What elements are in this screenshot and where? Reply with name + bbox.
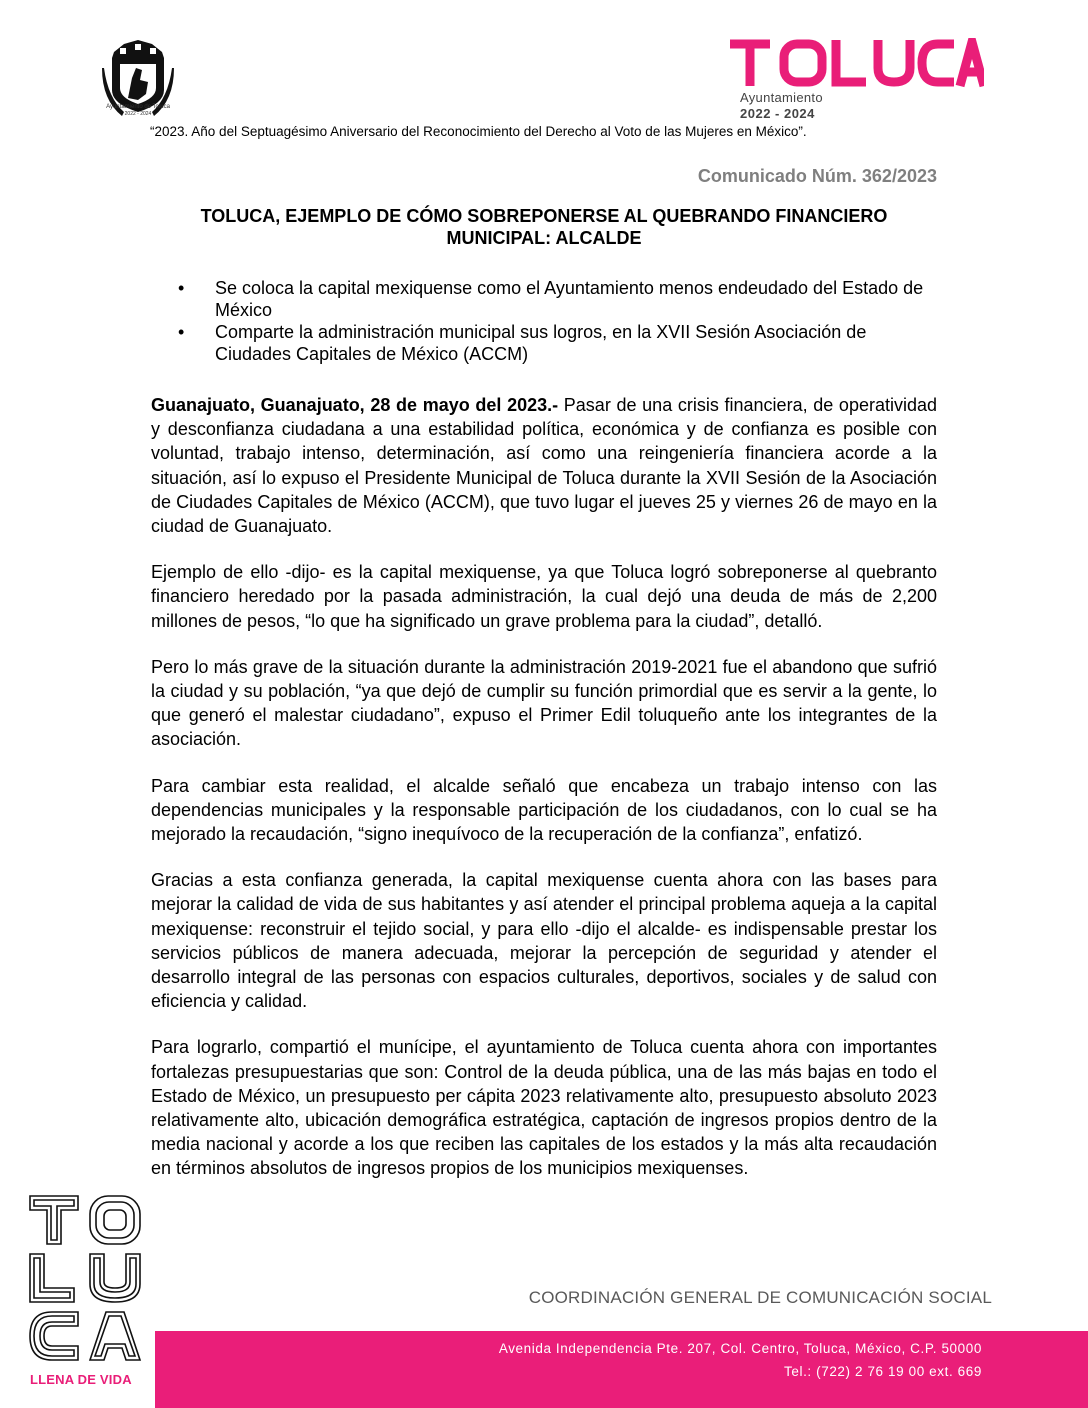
headline xyxy=(150,205,938,249)
dateline: Guanajuato, Guanajuato, 28 de mayo del 2023.- xyxy=(151,395,559,415)
paragraph: Pero lo más grave de la situación durante la administración 2019-2021 fue el abandono que sufrió la ciudad y su población, “ya que dejó de cumplir su función primordial que es servir a la gente, lo que generó el malestar ciudadano”, expuso el Primer Edil toluqueño ante los integrantes de la asociación. xyxy=(151,656,937,750)
official-slogan: “2023. Año del Septuagésimo Aniversario del Reconocimiento del Derecho al Voto de las Mujeres en México”. xyxy=(150,124,807,139)
bullet-icon: • xyxy=(178,278,185,298)
bullet-text: Se coloca la capital mexiquense como el Ayuntamiento menos endeudado del Estado de México xyxy=(215,278,924,320)
headline-line: TOLUCA, EJEMPLO DE CÓMO SOBREPONERSE AL QUEBRANDO FINANCIERO xyxy=(200,206,888,226)
bullet-text: Comparte la administración municipal sus logros, en la XVII Sesión Asociación de Ciudades Capitales de México (ACCM) xyxy=(215,322,867,364)
paragraph: Gracias a esta confianza generada, la capital mexiquense cuenta ahora con las bases para mejorar la calidad de vida de sus habitantes y así atender el principal problema aqueja a la capital mexiquense: reconstruir el tejido social, y para ello -dijo el alcalde- es indispensable prestar los servicios públicos de manera adecuada, mejorar la percepción de seguridad y atender el desarrollo integral de las personas con espacios culturales, deportivos, sociales y de salud con eficiencia y calidad. xyxy=(151,870,937,1012)
logo-ayuntamiento-label: Ayuntamiento xyxy=(740,90,823,105)
paragraph: Para cambiar esta realidad, el alcalde señaló que encabeza un trabajo intenso con las dependencias municipales y la responsable participación de los ciudadanos, con lo cual se ha mejorado la recaudación, “signo inequívoco de la recuperación de la confianza”, enfatizó. xyxy=(151,775,937,845)
comunicado-number: Comunicado Núm. 362/2023 xyxy=(697,166,937,186)
toluca-side-logo xyxy=(28,1192,144,1362)
bullet-icon: • xyxy=(178,322,185,342)
footer-address: Avenida Independencia Pte. 207, Col. Centro, Toluca, México, C.P. 50000 xyxy=(498,1341,982,1356)
seal-caption-years: 2022 - 2024 xyxy=(124,111,152,117)
paragraph-text: Pasar de una crisis financiera, de operatividad y desconfianza ciudadana a una estabilidad política, económica y de confianza es posible con voluntad, trabajo intenso, determinación, así como una reingeniería financiera acorde a la situación, así lo expuso el Presidente Municipal de Toluca durante la XVII Sesión de la Asociación de Ciudades Capitales de México (ACCM), que tuvo lugar el jueves 25 y viernes 26 de mayo en la ciudad de Guanajuato. xyxy=(151,395,937,537)
headline-line: MUNICIPAL: ALCALDE xyxy=(446,228,642,248)
paragraph xyxy=(151,393,937,538)
bullet-item xyxy=(178,278,938,321)
bullet-item xyxy=(178,322,938,365)
toluca-logo xyxy=(726,38,984,88)
coordinacion-label: COORDINACIÓN GENERAL DE COMUNICACIÓN SOCIAL xyxy=(528,1288,992,1307)
seal-caption: Ayuntamiento de Toluca xyxy=(106,104,170,110)
summary-bullets xyxy=(178,278,938,366)
footer-phone: Tel.: (722) 2 76 19 00 ext. 669 xyxy=(784,1364,982,1379)
llena-de-vida-tagline: LLENA DE VIDA xyxy=(30,1372,132,1387)
paragraph: Para lograrlo, compartió el munícipe, el ayuntamiento de Toluca cuenta ahora con importantes fortalezas presupuestarias que son: Control de la deuda pública, una de las más bajas en todo el Estado de México, un presupuesto per cápita 2023 relativamente alto, presupuesto absoluto 2023 relativamente alto, ubicación demográfica estratégica, captación de ingresos propios dentro de la media nacional y acorde a los que reciben las capitales de los estados y la más alta recaudación en términos absolutos de ingresos propios de los municipios mexiquenses. xyxy=(151,1037,937,1179)
article-body xyxy=(151,393,937,1203)
paragraph: Ejemplo de ello -dijo- es la capital mexiquense, ya que Toluca logró sobreponerse al quebranto financiero heredado por la pasada administración, la cual dejó una deuda de más de 2,200 millones de pesos, “lo que ha significado un grave problema para la ciudad”, detalló. xyxy=(151,562,937,631)
logo-years-label: 2022 - 2024 xyxy=(740,106,815,121)
